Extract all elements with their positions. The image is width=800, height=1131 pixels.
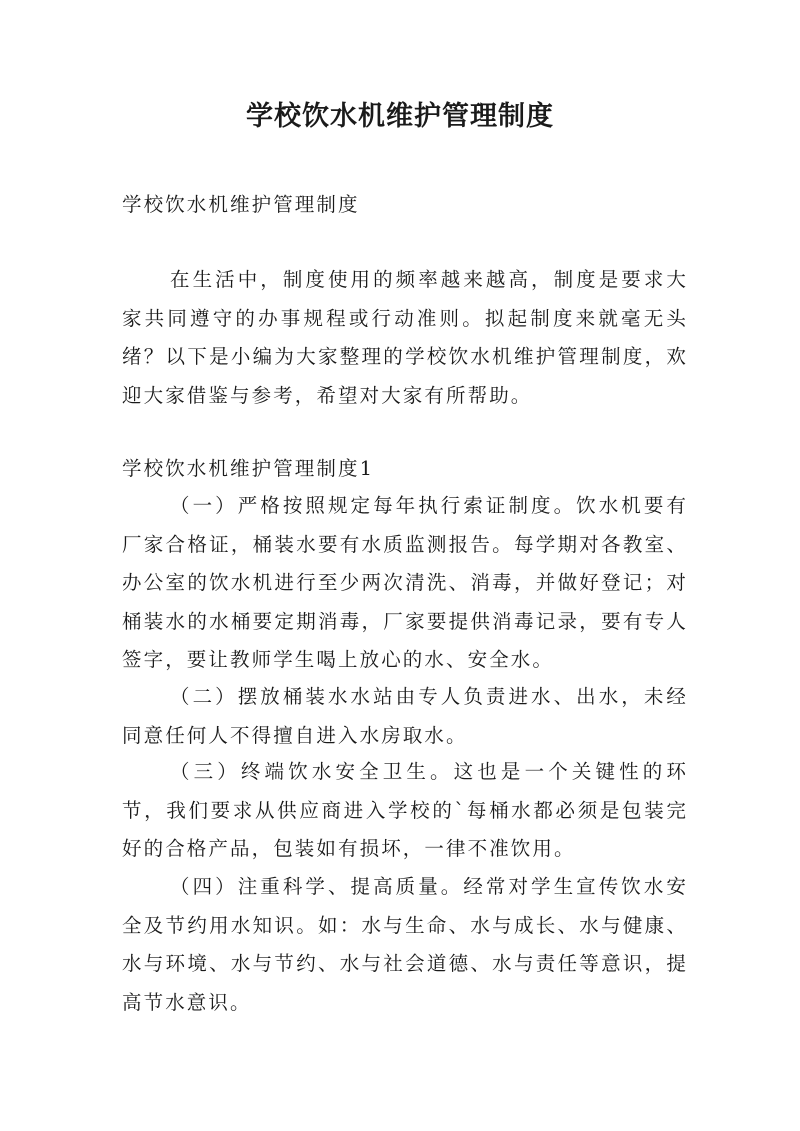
intro-paragraph: 在生活中，制度使用的频率越来越高，制度是要求大家共同遵守的办事规程或行动准则。拟起制度来就毫无头绪？以下是小编为大家整理的学校饮水机维护管理制度，欢迎大家借鉴与参考，希望对大家有所帮助。 xyxy=(122,268,688,407)
rule-item-3: （三）终端饮水安全卫生。这也是一个关键性的环节，我们要求从供应商进入学校的`每桶水都必须是包装完好的合格产品，包装如有损坏，一律不准饮用。 xyxy=(122,760,688,860)
rule-item-1: （一）严格按照规定每年执行索证制度。饮水机要有厂家合格证，桶装水要有水质监测报告。每学期对各教室、办公室的饮水机进行至少两次清洗、消毒，并做好登记；对桶装水的水桶要定期消毒，厂家要提供消毒记录，要有专人签字，要让教师学生喝上放心的水、安全水。 xyxy=(122,494,688,671)
document-title: 学校饮水机维护管理制度 xyxy=(246,101,554,132)
rule-item-2: （二）摆放桶装水水站由专人负责进水、出水，未经同意任何人不得擅自进入水房取水。 xyxy=(122,685,688,747)
section-heading: 学校饮水机维护管理制度1 xyxy=(122,457,375,480)
document-subtitle: 学校饮水机维护管理制度 xyxy=(122,193,360,216)
rule-item-4: （四）注重科学、提高质量。经常对学生宣传饮水安全及节约用水知识。如：水与生命、水与成长、水与健康、水与环境、水与节约、水与社会道德、水与责任等意识，提高节水意识。 xyxy=(122,875,688,1014)
